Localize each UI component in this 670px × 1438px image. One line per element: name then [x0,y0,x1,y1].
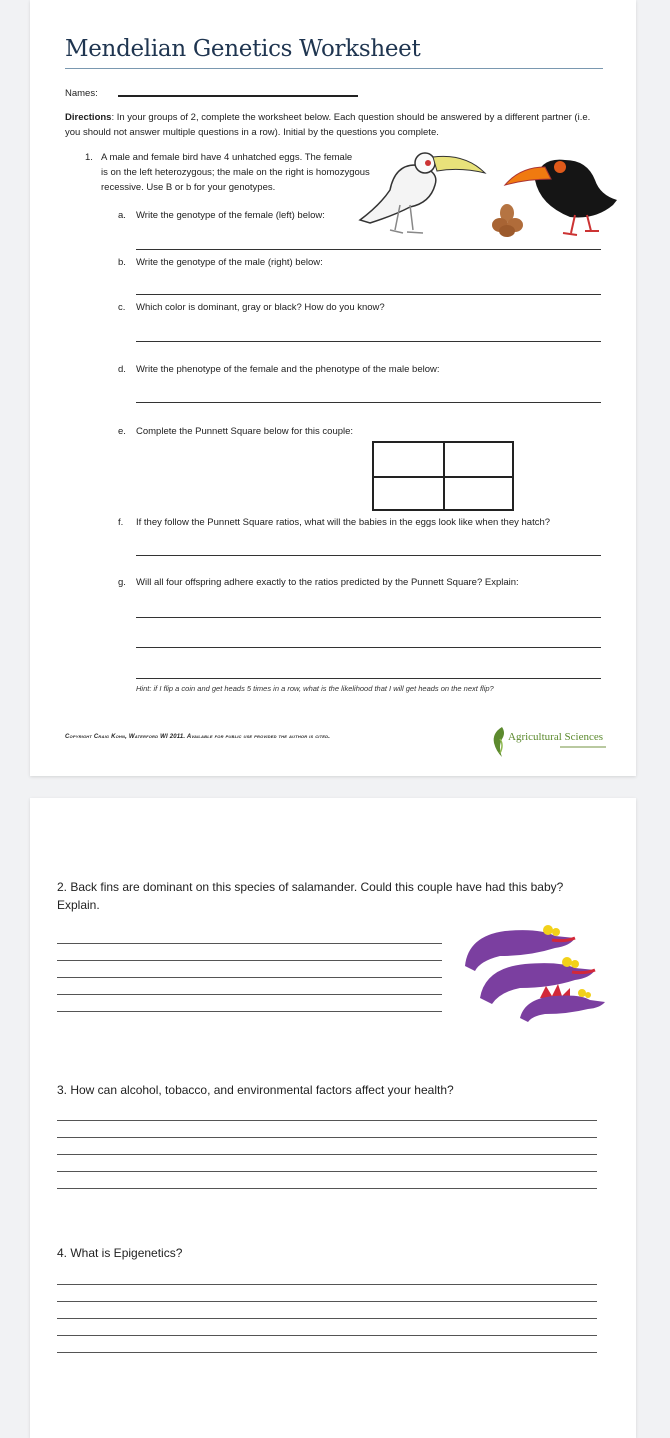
q1-number: 1. [85,152,93,163]
q4-answer-line-3[interactable] [57,1318,597,1319]
punnett-square[interactable] [372,441,514,511]
q1d-letter: d. [118,364,126,375]
q2-answer-line-5[interactable] [57,1011,442,1012]
q2-answer-line-4[interactable] [57,994,442,995]
q3-text: 3. How can alcohol, tobacco, and environmental factors affect your health? [57,1083,454,1097]
q1-text-line3: recessive. Use B or b for your genotypes. [101,182,276,193]
q1c-letter: c. [118,302,126,313]
q3-answer-line-3[interactable] [57,1154,597,1155]
q1f-answer-line[interactable] [136,555,601,556]
logo-text: Agricultural Sciences [508,731,603,743]
q1-text-line2: is on the left heterozygous; the male on the right is homozygous [101,167,370,178]
q1c-text: Which color is dominant, gray or black? How do you know? [136,302,385,313]
worksheet-page-2 [30,798,636,1438]
q1g-answer-line-2[interactable] [136,647,601,648]
q4-answer-line-2[interactable] [57,1301,597,1302]
q1g-text: Will all four offspring adhere exactly to the ratios predicted by the Punnett Square? Explain: [136,577,519,588]
q4-answer-line-5[interactable] [57,1352,597,1353]
q1g-answer-line-1[interactable] [136,617,601,618]
q1e-letter: e. [118,426,126,437]
q4-answer-line-4[interactable] [57,1335,597,1336]
q1g-answer-line-3[interactable] [136,678,601,679]
q1g-letter: g. [118,577,126,588]
q2-text: 2. Back fins are dominant on this species of salamander. Could this couple have had this baby? Explain. [57,880,564,912]
q4-answer-line-1[interactable] [57,1284,597,1285]
gray-bird-icon [360,153,485,233]
q1b-letter: b. [118,257,126,268]
punnett-divider-horizontal [374,476,512,478]
leaf-logo-icon [490,725,508,759]
q1b-text: Write the genotype of the male (right) below: [136,257,323,268]
q3-answer-line-1[interactable] [57,1120,597,1121]
q1-hint: Hint: if I flip a coin and get heads 5 times in a row, what is the likelihood that I will get heads on the next flip? [136,684,494,693]
agricultural-sciences-logo [490,725,610,759]
copyright-notice: Copyright Craig Kohn, Waterford WI 2011. Available for public use provided the author is cited. [65,734,331,740]
title-divider [65,68,603,69]
directions-text: : In your groups of 2, complete the worksheet below. Each question should be answered by a different partner (i.e. you should not answer multiple questions in a row). Initial by the questions you complete. [65,112,591,138]
q3-answer-line-2[interactable] [57,1137,597,1138]
q1-text-line1: A male and female bird have 4 unhatched eggs. The female [101,152,353,163]
q2-answer-line-2[interactable] [57,960,442,961]
q3-answer-line-5[interactable] [57,1188,597,1189]
salamander-baby-icon [520,984,605,1022]
directions [65,110,605,140]
q3-answer-line-4[interactable] [57,1171,597,1172]
birds-eggs-illustration [355,145,617,240]
q1c-answer-line[interactable] [136,341,601,342]
eggs-icon [492,204,523,237]
q1f-text: If they follow the Punnett Square ratios, what will the babies in the eggs look like when they hatch? [136,517,551,528]
q1e-text: Complete the Punnett Square below for this couple: [136,426,354,437]
q1d-text: Write the phenotype of the female and the phenotype of the male below: [136,364,440,375]
salamanders-illustration [460,916,605,1026]
q1a-answer-line[interactable] [136,249,601,250]
q1a-letter: a. [118,210,126,221]
directions-label: Directions [65,112,112,123]
q2-answer-line-1[interactable] [57,943,442,944]
q1f-letter: f. [118,517,124,528]
q1a-text: Write the genotype of the female (left) below: [136,210,325,221]
q4-text: 4. What is Epigenetics? [57,1246,183,1260]
names-label: Names: [65,88,98,99]
worksheet-page-1 [30,0,636,776]
q1d-answer-line[interactable] [136,402,601,403]
q1b-answer-line[interactable] [136,294,601,295]
logo-subtitle [560,746,606,748]
page-title: Mendelian Genetics Worksheet [65,36,421,62]
names-field[interactable] [118,95,358,97]
q2-answer-line-3[interactable] [57,977,442,978]
